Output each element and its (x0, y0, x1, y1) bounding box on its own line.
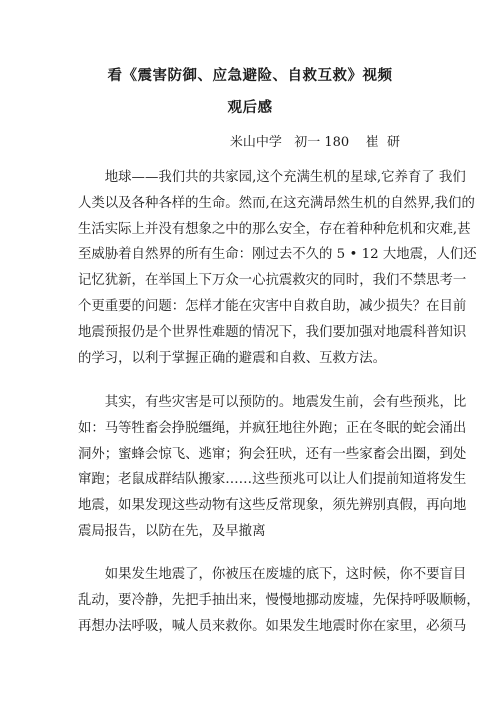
text-line: 再想办法呼吸，喊人员来救你。如果发生地震时你在家里，必须马 (78, 618, 467, 634)
text-line: 的学习，以利于掌握正确的避震和自救、互救方法。 (78, 350, 386, 366)
document-subtitle: 观后感 (227, 99, 273, 116)
text-line: 人类以及各种各样的生命。然而,在这充满昂然生机的自然界,我们的 (78, 195, 475, 211)
text-line: 如：马等牲畜会挣脱缰绳，并疯狂地往外跑；正在冬眠的蛇会涌出 (78, 420, 467, 436)
text-line: 地球——我们共的共家园,这个充满生机的星球,它养育了 我们 (78, 170, 466, 185)
text-line: 生活实际上并没有想象之中的那么安全，存在着种种危机和灾难,甚 (78, 221, 471, 237)
text-line: 窜跑；老鼠成群结队搬家……这些预兆可以让人们提前知道将发生 (78, 472, 467, 488)
document-title: 看《震害防御、应急避险、自救互救》视频 (107, 67, 393, 84)
paragraph-1 (78, 165, 477, 371)
text-line: 洞外；蜜蜂会惊飞、逃窜；狗会狂吠，还有一些家畜会出圈，到处 (78, 446, 467, 462)
text-line: 地震预报仍是个世界性难题的情况下，我们要加强对地震科普知识 (78, 324, 467, 340)
author-line: 米山中学 初一 180 崔 研 (229, 135, 400, 150)
text-line: 记忆犹新，在举国上下万众一心抗震救灾的同时，我们不禁思考一 (78, 273, 467, 289)
paragraph-2 (78, 390, 467, 545)
text-line: 个更重要的问题：怎样才能在灾害中自救自助，减少损失？在目前 (78, 298, 467, 314)
text-line: 至威胁着自然界的所有生命：刚过去不久的 5 • 12 大地震，人们还 (78, 247, 477, 263)
text-line: 其实，有些灾害是可以预防的。地震发生前，会有些预兆，比 (78, 395, 467, 410)
text-line: 地震，如果发现这些动物有这些反常现象，须先辨别真假，再向地 (78, 498, 467, 514)
text-line: 乱动，要冷静，先把手抽出来，慢慢地挪动废墟，先保持呼吸顺畅， (78, 592, 480, 608)
text-line: 如果发生地震了，你被压在废墟的底下，这时候，你不要盲目 (78, 567, 467, 582)
paragraph-3 (78, 562, 480, 639)
text-line: 震局报告，以防在先，及早撤离 (78, 523, 266, 539)
